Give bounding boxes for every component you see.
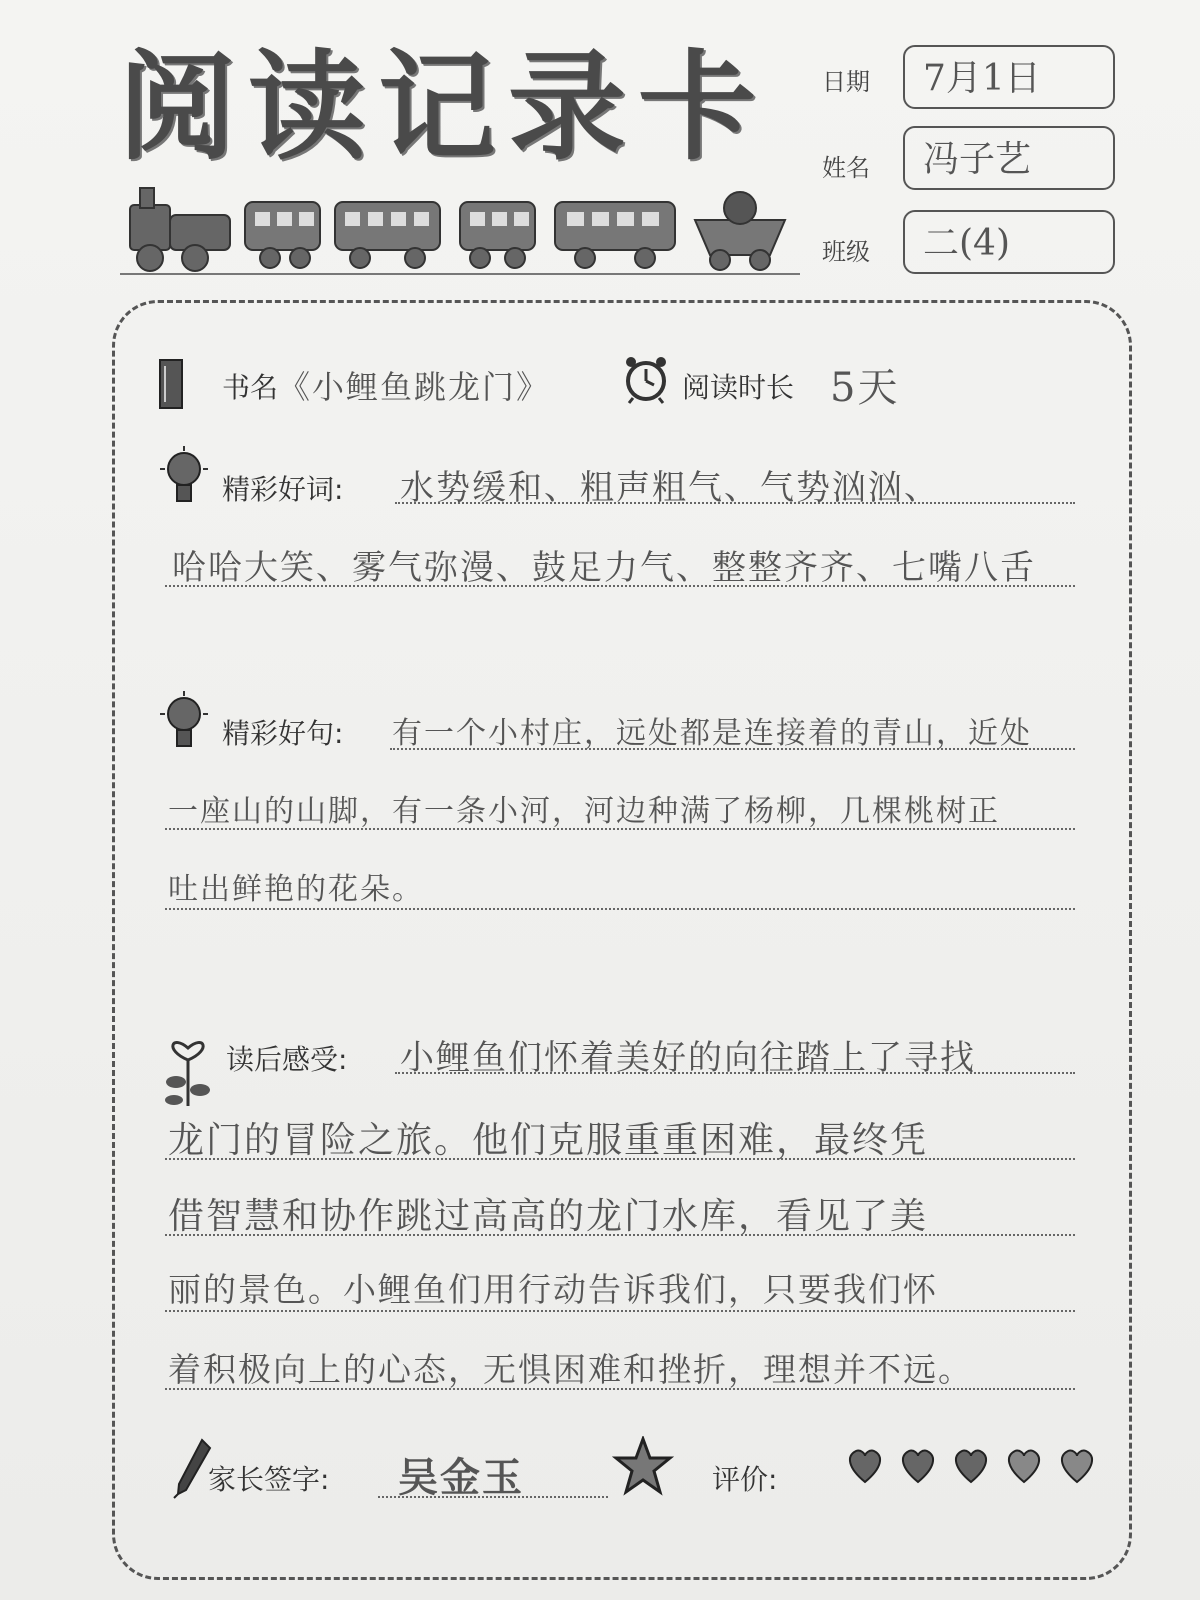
date-field: 7月1日	[903, 45, 1115, 109]
writing-line	[165, 585, 1075, 587]
rating-hearts	[846, 1448, 1106, 1488]
writing-line	[165, 1158, 1075, 1160]
writing-line	[165, 828, 1075, 830]
heart-flower-icon	[160, 1020, 216, 1108]
reading-duration-value: 5天	[830, 365, 900, 411]
light-bulb-icon	[158, 445, 210, 513]
alarm-clock-icon	[623, 354, 669, 404]
good-words-label: 精彩好词:	[222, 473, 344, 506]
feelings-line-5: 着积极向上的心态，无惧困难和挫折，理想并不远。	[168, 1350, 973, 1389]
heart-icon	[846, 1448, 884, 1484]
signature-line	[378, 1496, 608, 1498]
good-sentences-line-2: 一座山的山脚，有一条小河，河边种满了杨柳，几棵桃树正	[168, 794, 1000, 829]
heart-icon	[1005, 1448, 1043, 1484]
writing-line	[165, 1234, 1075, 1236]
writing-line	[165, 908, 1075, 910]
class-field: 二(4)	[903, 210, 1115, 274]
good-words-line-1: 水势缓和、粗声粗气、气势汹汹、	[400, 468, 940, 508]
date-label: 日期	[822, 68, 870, 96]
feelings-line-4: 丽的景色。小鲤鱼们用行动告诉我们，只要我们怀	[168, 1270, 938, 1309]
page-title: 阅读记录卡	[118, 38, 769, 176]
parent-signature-label: 家长签字:	[208, 1463, 330, 1496]
reading-duration-label: 阅读时长	[682, 371, 795, 404]
writing-line	[390, 748, 1075, 750]
book-title-value: 《小鲤鱼跳龙门》	[278, 368, 551, 406]
name-field: 冯子艺	[903, 126, 1115, 190]
heart-icon	[952, 1448, 990, 1484]
train-illustration	[120, 180, 800, 280]
good-sentences-line-1: 有一个小村庄，远处都是连接着的青山，近处	[392, 716, 1032, 751]
heart-icon	[1058, 1448, 1096, 1484]
feelings-label: 读后感受:	[226, 1043, 348, 1076]
feelings-line-2: 龙门的冒险之旅。他们克服重重困难，最终凭	[168, 1120, 929, 1161]
pen-icon	[172, 1438, 212, 1500]
good-sentences-label: 精彩好句:	[222, 717, 344, 750]
class-label: 班级	[822, 238, 870, 266]
good-words-line-2: 哈哈大笑、雾气弥漫、鼓足力气、整整齐齐、七嘴八舌	[172, 548, 1036, 588]
feelings-line-1: 小鲤鱼们怀着美好的向往踏上了寻找	[400, 1038, 976, 1078]
writing-line	[395, 502, 1075, 504]
book-icon	[158, 358, 184, 410]
light-bulb-icon	[158, 690, 210, 758]
writing-line	[165, 1310, 1075, 1312]
book-title-label: 书名	[222, 371, 279, 404]
rating-label: 评价:	[712, 1463, 778, 1496]
writing-line	[165, 1388, 1075, 1390]
good-sentences-line-3: 吐出鲜艳的花朵。	[168, 872, 424, 907]
heart-icon	[899, 1448, 937, 1484]
parent-signature: 吴金玉	[398, 1454, 524, 1501]
feelings-line-3: 借智慧和协作跳过高高的龙门水库，看见了美	[168, 1196, 929, 1237]
writing-line	[395, 1072, 1075, 1074]
name-label: 姓名	[822, 154, 870, 182]
star-icon	[612, 1436, 674, 1496]
